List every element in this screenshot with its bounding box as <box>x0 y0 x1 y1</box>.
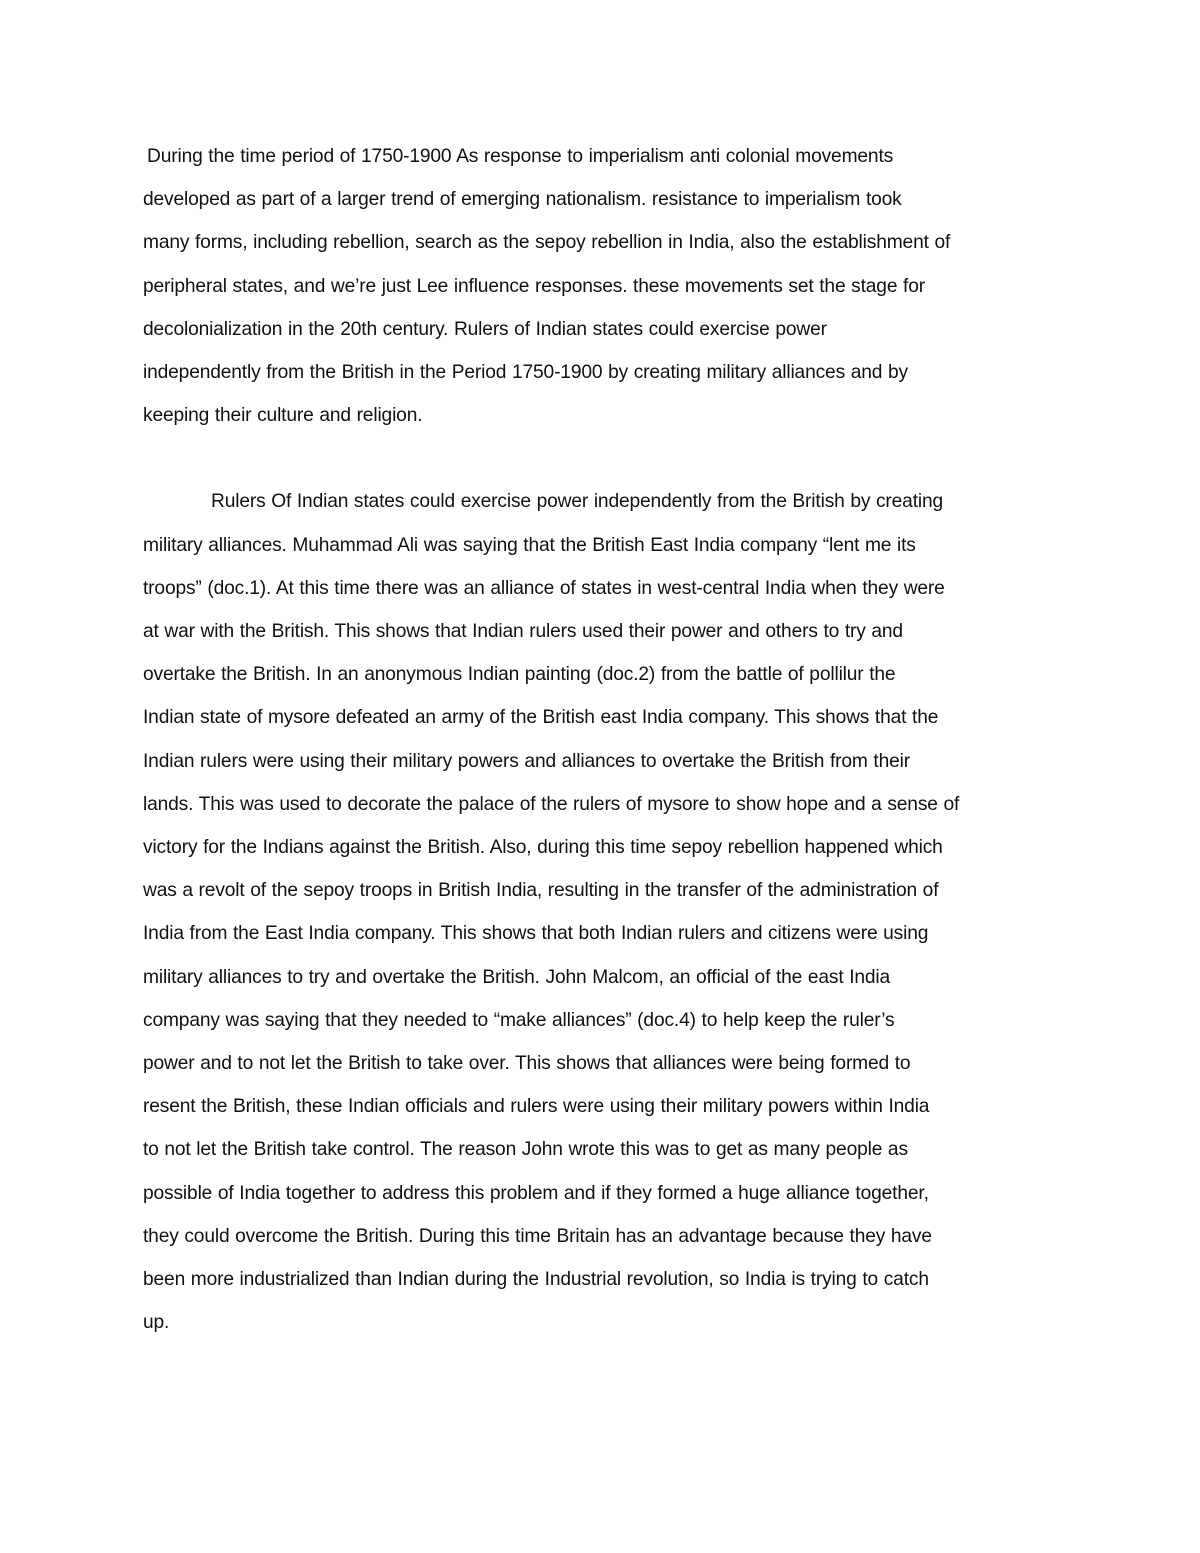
text-line: Indian state of mysore defeated an army of the British east India company. This shows that the <box>143 707 939 729</box>
text-line: independently from the British in the Period 1750-1900 by creating military alliances and by <box>143 362 908 384</box>
text-line: to not let the British take control. The reason John wrote this was to get as many people as <box>143 1139 908 1161</box>
text-line: decolonialization in the 20th century. Rulers of Indian states could exercise power <box>143 318 827 340</box>
document-body <box>143 135 1061 1344</box>
text-line: up. <box>143 1312 170 1334</box>
text-line: developed as part of a larger trend of emerging nationalism. resistance to imperialism took <box>143 189 902 211</box>
paragraph-body <box>143 480 1061 1344</box>
text-line: at war with the British. This shows that Indian rulers used their power and others to try and <box>143 621 903 643</box>
text-line: overtake the British. In an anonymous Indian painting (doc.2) from the battle of pollilur the <box>143 664 896 686</box>
text-line: lands. This was used to decorate the palace of the rulers of mysore to show hope and a sense of <box>143 793 960 815</box>
text-line: Rulers Of Indian states could exercise power independently from the British by creating <box>211 491 944 513</box>
text-line: peripheral states, and we’re just Lee influence responses. these movements set the stage for <box>143 275 925 297</box>
text-line: keeping their culture and religion. <box>143 405 423 427</box>
text-line: many forms, including rebellion, search as the sepoy rebellion in India, also the establishment of <box>143 232 951 254</box>
text-line: India from the East India company. This shows that both Indian rulers and citizens were using <box>143 923 929 945</box>
text-line: been more industrialized than Indian during the Industrial revolution, so India is trying to catch <box>143 1269 929 1291</box>
text-line: resent the British, these Indian officials and rulers were using their military powers within India <box>143 1096 930 1118</box>
text-line: troops” (doc.1). At this time there was an alliance of states in west-central India when they were <box>143 577 945 599</box>
text-line: power and to not let the British to take over. This shows that alliances were being formed to <box>143 1053 911 1075</box>
text-line: victory for the Indians against the British. Also, during this time sepoy rebellion happened which <box>143 837 943 859</box>
text-line: During the time period of 1750-1900 As response to imperialism anti colonial movements <box>147 146 894 167</box>
text-line: company was saying that they needed to “make alliances” (doc.4) to help keep the ruler’s <box>143 1009 895 1031</box>
paragraph-spacer <box>143 437 1061 480</box>
text-line: military alliances. Muhammad Ali was saying that the British East India company “lent me its <box>143 534 916 556</box>
text-line: military alliances to try and overtake the British. John Malcom, an official of the east India <box>143 966 891 988</box>
text-line: was a revolt of the sepoy troops in British India, resulting in the transfer of the administration of <box>143 880 939 902</box>
text-line: Indian rulers were using their military powers and alliances to overtake the British from their <box>143 750 910 772</box>
paragraph-intro <box>143 135 1061 437</box>
text-line: they could overcome the British. During this time Britain has an advantage because they have <box>143 1225 932 1247</box>
text-line: possible of India together to address this problem and if they formed a huge alliance together, <box>143 1182 929 1204</box>
